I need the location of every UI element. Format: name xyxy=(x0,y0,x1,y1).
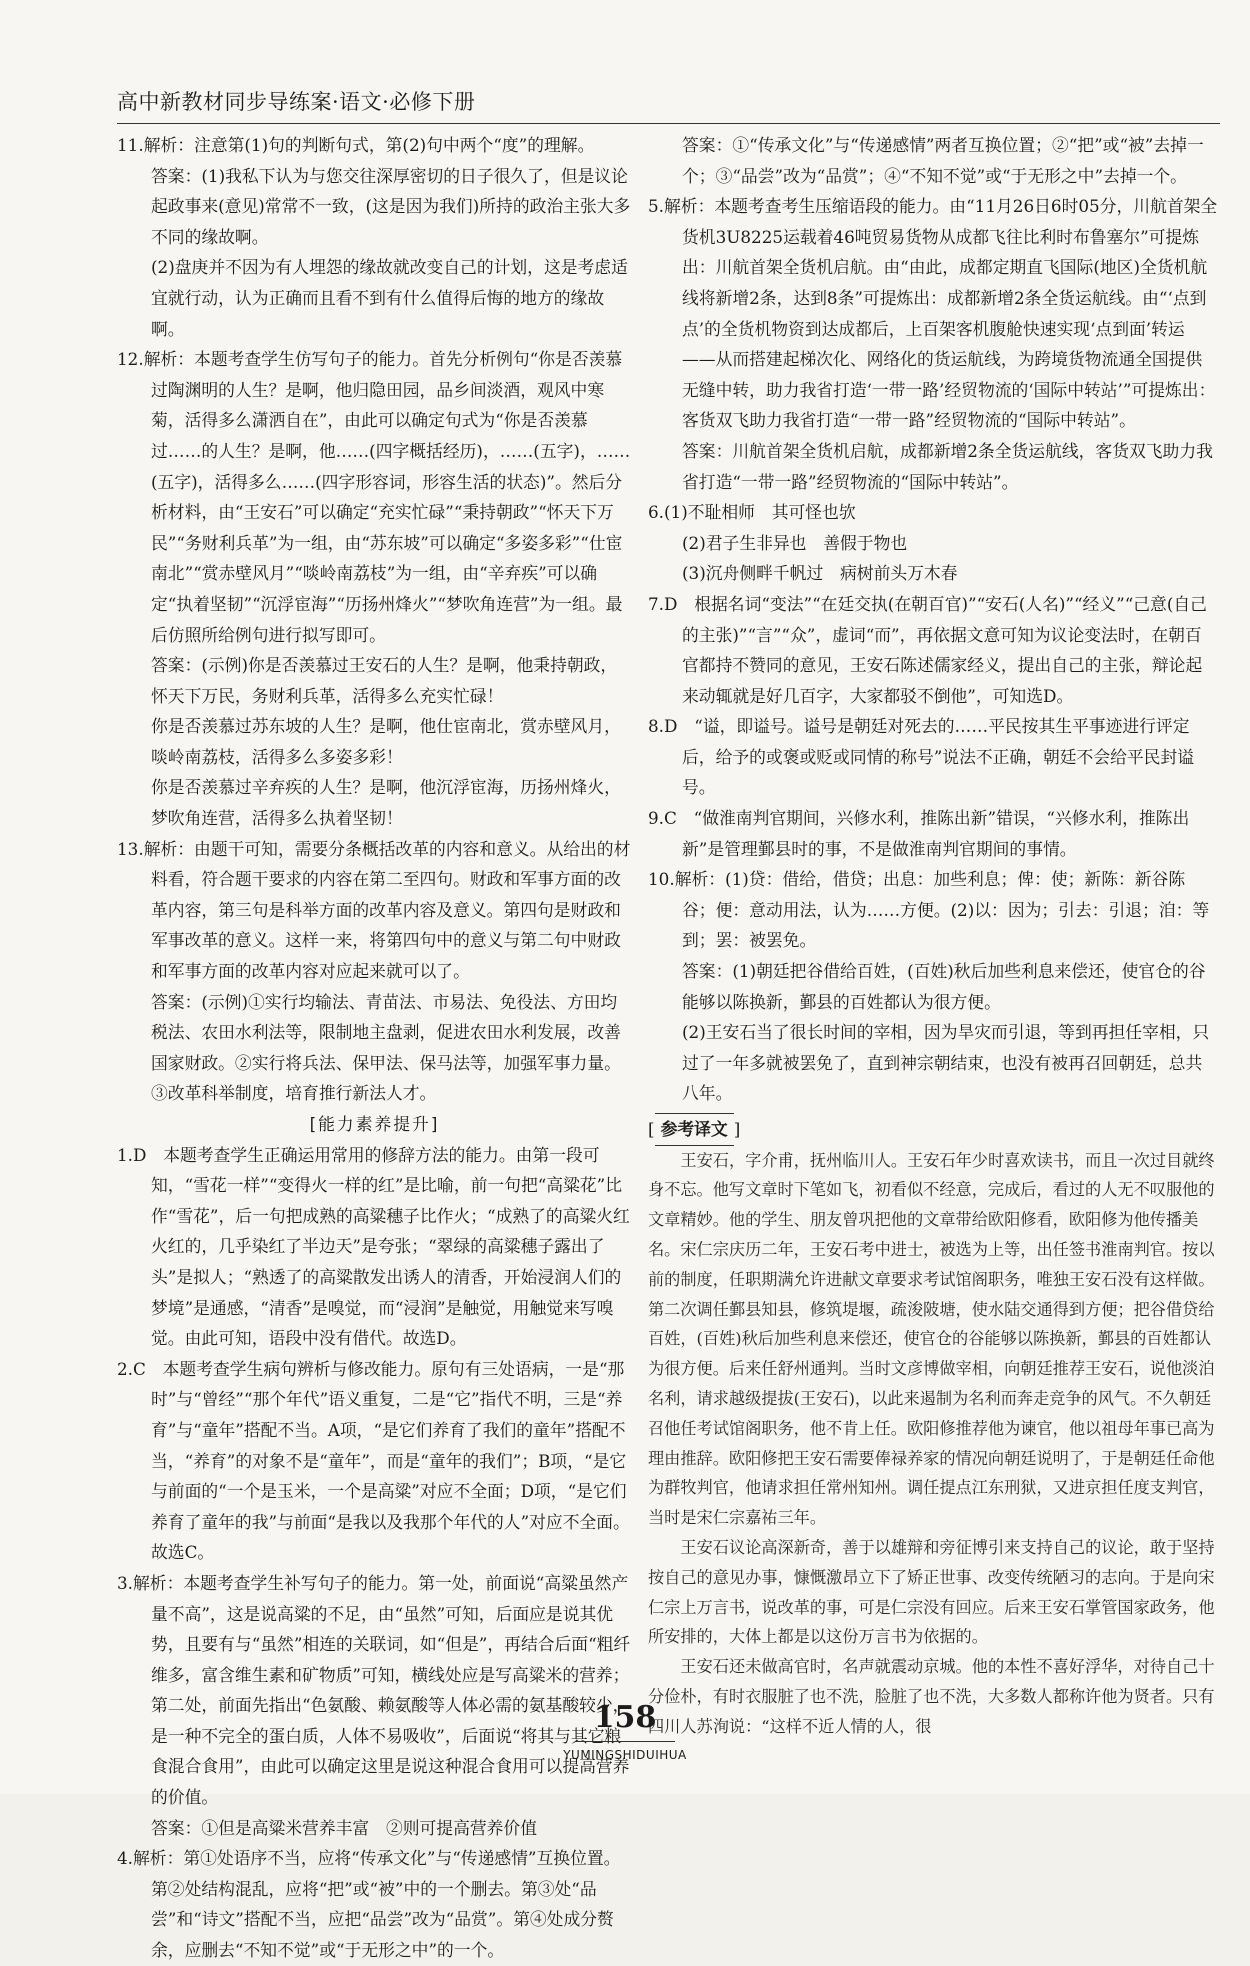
p8-answer: 8.D “谥，即谥号。谥号是朝廷对死去的……平民按其生平事迹进行评定后，给予的或褒或贬或同情的称号”说法不正确，朝廷不会给平民封谥号。 xyxy=(648,716,1195,798)
q12-analysis: 12.解析：本题考查学生仿写句子的能力。首先分析例句“你是否羡慕过陶渊明的人生？是啊，他归隐田园，品乡间淡酒，观风中寒菊，活得多么潇洒自在”，由此可以确定句式为“你是否羡慕过……的人生？是啊，他……(四字概括经历)，……(五字)，……(五字)，活得多么……(四字形容词，形容生活的状态)”。然后分析材料，由“王安石”可以确定“充实忙碌”“秉持朝政”“怀天下万民”“务财利兵革”为一组，由“苏东坡”可以确定“多姿多彩”“仕宦南北”“赏赤壁风月”“啖岭南荔枝”为一组，由“辛弃疾”可以确定“执着坚韧”“沉浮宦海”“历扬州烽火”“梦吹角连营”为一组。最后仿照所给例句进行拟写即可。 xyxy=(117,349,631,645)
p4-answer: 答案：①“传承文化”与“传递感情”两者互换位置；②“把”或“被”去掉一个；③“品尝”改为“品赏”；④“不知不觉”或“于无形之中”去掉一个。 xyxy=(682,135,1204,186)
p4-analysis: 4.解析：第①处语序不当，应将“传承文化”与“传递感情”互换位置。第②处结构混乱，应将“把”或“被”中的一个删去。第③处“品尝”和“诗文”搭配不当，应把“品尝”改为“品赏”。第④处成分赘余，应删去“不知不觉”或“于无形之中”的一个。 xyxy=(117,1848,621,1961)
q12-answer-3: 你是否羡慕过辛弃疾的人生？是啊，他沉浮宦海，历扬州烽火，梦吹角连营，活得多么执着坚韧！ xyxy=(151,777,621,829)
q12-answer-2: 你是否羡慕过苏东坡的人生？是啊，他仕宦南北，赏赤壁风月，啖岭南荔枝，活得多么多姿多彩！ xyxy=(151,716,621,767)
right-column xyxy=(648,130,1218,1736)
p2-answer: 2.C 本题考查学生病句辨析与修改能力。原句有三处语病，一是“那时”与“曾经”“那个年代”语义重复，二是“它”指代不明，三是“养育”与“童年”搭配不当。A项，“是它们养育了我们的童年”搭配不当，“养育”的对象不是“童年”，而是“童年的我们”；B项，“是它与前面的“一个是玉米，一个是高粱”对应不全面；D项，“是它们养育了童年的我”与前面“是我以及我那个年代的人”对应不全面。故选C。 xyxy=(117,1358,630,1563)
footer-rule xyxy=(575,1741,675,1742)
p5-analysis: 5.解析：本题考查考生压缩语段的能力。由“11月26日6时05分，川航首架全货机3U8225运载着46吨贸易货物从成都飞往比利时布鲁塞尔”可提炼出：川航首架全货机启航。由“由此，成都定期直飞国际(地区)全货机航线将新增2条，达到8条”可提炼出：成都新增2条全货运航线。由“‘点到点’的全货机物资到达成都后，上百架客机腹舱快速实现‘点到面’转运——从而搭建起梯次化、网络化的货运航线，为跨境货物流通全国提供无缝中转，助力我省打造‘一带一路’经贸物流的‘国际中转站’”可提炼出：客货双飞助力我省打造“一带一路”经贸物流的“国际中转站”。 xyxy=(648,196,1218,431)
q11-answer-2: (2)盘庚并不因为有人埋怨的缘故就改变自己的计划，这是考虑适宜就行动，认为正确而且看不到有什么值得后悔的地方的缘故啊。 xyxy=(151,257,628,339)
p6-answer-1: 6.(1)不耻相师 其可怪也欤 xyxy=(648,502,856,523)
p10-analysis: 10.解析：(1)贷：借给，借贷；出息：加些利息；俾：使；新陈：新谷陈谷；便：意动用法，认为……方便。(2)以：因为；引去：引退；洎：等到；罢：被罢免。 xyxy=(648,869,1210,951)
p5-answer: 答案：川航首架全货机启航，成都新增2条全货运航线，客货双飞助力我省打造“一带一路”经贸物流的“国际中转站”。 xyxy=(682,440,1213,492)
p6-answer-3: (3)沉舟侧畔千帆过 病树前头万木春 xyxy=(682,563,958,584)
p6-answer-2: (2)君子生非异也 善假于物也 xyxy=(682,532,908,553)
footer-brand: YUMINGSHIDUIHUA xyxy=(563,1748,687,1762)
translation-para-2: 王安石议论高深新奇，善于以雄辩和旁征博引来支持自己的议论，敢于坚持按自己的意见办事，慷慨激昂立下了矫正世事、改变传统陋习的志向。于是向宋仁宗上万言书，说改革的事，可是仁宗没有回应。后来王安石掌管国家政务，他所安排的，大体上都是以这份万言书为依据的。 xyxy=(648,1537,1215,1647)
reference-label: 参考译文 xyxy=(655,1113,734,1146)
translation-para-3: 王安石还未做高官时，名声就震动京城。他的本性不喜好浮华，对待自己十分俭朴，有时衣服脏了也不洗，脸脏了也不洗，大多数人都称许他为贤者。只有四川人苏洵说：“这样不近人情的人，很 xyxy=(648,1657,1215,1736)
reference-heading: [ 参考译文 ] xyxy=(648,1109,1218,1146)
p7-answer: 7.D 根据名词“变法”“在廷交执(在朝百官)”“安石(人名)”“经义”“己意(自己的主张)”“言”“众”，虚词“而”，再依据文意可知为议论变法时，在朝百官都持不赞同的意见，王安石陈述儒家经义，提出自己的主张，辩论起来动辄就是好几百字，大家都驳不倒他”，可知选D。 xyxy=(648,593,1207,706)
p3-answer: 答案：①但是高粱米营养丰富 ②则可提高营养价值 xyxy=(151,1817,537,1838)
running-header: 高中新教材同步导练案·语文·必修下册 xyxy=(117,90,476,114)
p1-answer: 1.D 本题考查学生正确运用常用的修辞方法的能力。由第一段可知，“雪花一样”“变得火一样的红”是比喻，前一句把“高粱花”比作“雪花”，后一句把成熟的高粱穗子比作火；“成熟了的高粱火红火红的，几乎染红了半边天”是夸张；“翠绿的高粱穗子露出了头”是拟人；“熟透了的高粱散发出诱人的清香，开始浸润人们的梦境”是通感，“清香”是嗅觉，而“浸润”是触觉，用触觉来写嗅觉。由此可知，语段中没有借代。故选D。 xyxy=(117,1144,630,1349)
q11-analysis: 11.解析：注意第(1)句的判断句式，第(2)句中两个“度”的理解。 xyxy=(117,135,595,155)
header-rule xyxy=(117,123,1220,124)
p3-analysis: 3.解析：本题考查学生补写句子的能力。第一处，前面说“高粱虽然产量不高”，这是说高粱的不足，由“虽然”可知，后面应是说其优势，且要有与“虽然”相连的关联词，如“但是”，再结合后面“粗纤维多，富含维生素和矿物质”可知，横线处应是写高粱米的营养；第二处，前面先指出“色氨酸、赖氨酸等人体必需的氨基酸较少，是一种不完全的蛋白质，人体不易吸收”，后面说“将其与其它粮食混合食用”，由此可以确定这里是说这种混合食用可以提高营养的价值。 xyxy=(117,1572,631,1808)
translation-para-1: 王安石，字介甫，抚州临川人。王安石年少时喜欢读书，而且一次过目就终身不忘。他写文章时下笔如飞，初看似不经意，完成后，看过的人无不叹服他的文章精妙。他的学生、朋友曾巩把他的文章带给欧阳修看，欧阳修为他传播美名。宋仁宗庆历二年，王安石考中进士，被选为上等，出任签书淮南判官。按以前的制度，任职期满允许进献文章要求考试馆阁职务，唯独王安石没有这样做。第二次调任鄞县知县，修筑堤堰，疏浚陂塘，使水陆交通得到方便；把谷借贷给百姓，(百姓)秋后加些利息来偿还，使官仓的谷能够以陈换新，鄞县的百姓都认为很方便。后来任舒州通判。当时文彦博做宰相，向朝廷推荐王安石，说他淡泊名利，请求越级提拔(王安石)，以此来遏制为名利而奔走竞争的风气。不久朝廷召他任考试馆阁职务，他不肯上任。欧阳修推荐他为谏官，他以祖母年事已高为理由推辞。欧阳修把王安石需要俸禄养家的情况向朝廷说明了，于是朝廷任命他为群牧判官，他请求担任常州知州。调任提点江东刑狱，又进京担任度支判官，当时是宋仁宗嘉祐三年。 xyxy=(648,1150,1215,1528)
p10-answer-1: 答案：(1)朝廷把谷借给百姓，(百姓)秋后加些利息来偿还，使官仓的谷能够以陈换新，鄞县的百姓都认为很方便。 xyxy=(682,961,1206,1012)
q13-answer: 答案：(示例)①实行均输法、青苗法、市易法、免役法、方田均税法、农田水利法等，限制地主盘剥，促进农田水利发展，改善国家财政。②实行将兵法、保甲法、保马法等，加强军事力量。③改革科举制度，培育推行新法人才。 xyxy=(151,991,621,1104)
q13-analysis: 13.解析：由题干可知，需要分条概括改革的内容和意义。从给出的材料看，符合题干要求的内容在第二至四句。财政和军事方面的改革内容，第三句是科举方面的改革内容及意义。第四句是财政和军事改革的意义。这样一来，将第四句中的意义与第二句中财政和军事方面的改革内容对应起来就可以了。 xyxy=(117,838,631,982)
q11-answer-1: 答案：(1)我私下认为与您交往深厚密切的日子很久了，但是议论起政事来(意见)常常不一致，(这是因为我们)所持的政治主张大多不同的缘故啊。 xyxy=(151,165,631,247)
page-number: 158 xyxy=(593,1700,657,1735)
section-title: [能力素养提升] xyxy=(309,1114,440,1134)
p10-answer-2: (2)王安石当了很长时间的宰相，因为旱灾而引退，等到再担任宰相，只过了一年多就被罢免了，直到神宗朝结束，也没有被再召回朝廷，总共八年。 xyxy=(682,1022,1210,1104)
p9-answer: 9.C “做淮南判官期间，兴修水利，推陈出新”错误，“兴修水利，推陈出新”是管理鄞县时的事，不是做淮南判官期间的事情。 xyxy=(648,808,1190,859)
q12-answer-1: 答案：(示例)你是否羡慕过王安石的人生？是啊，他秉持朝政，怀天下万民，务财利兵革，活得多么充实忙碌！ xyxy=(151,655,618,706)
